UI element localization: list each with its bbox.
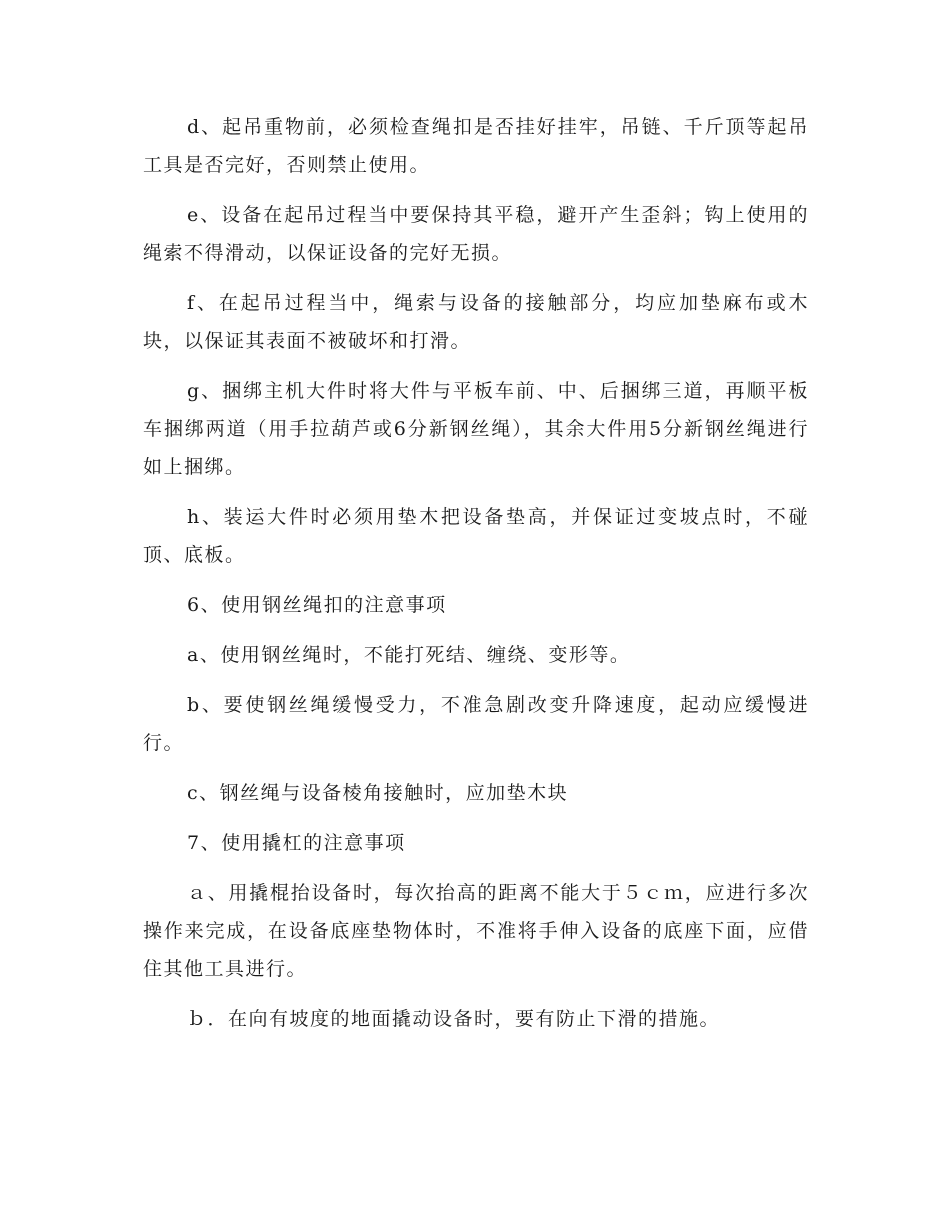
paragraph-f-padding: f、在起吊过程当中，绳索与设备的接触部分，均应加垫麻布或木块，以保证其表面不被破坏和打滑。	[143, 292, 809, 352]
paragraph-d-lifting-check: d、起吊重物前，必须检查绳扣是否挂好挂牢，吊链、千斤顶等起吊工具是否完好，否则禁止使用。	[143, 116, 809, 176]
paragraph-h-transport: h、装运大件时必须用垫木把设备垫高，并保证过变坡点时，不碰顶、底板。	[143, 506, 809, 566]
section-heading-wire-rope: 6、使用钢丝绳扣的注意事项	[187, 594, 447, 616]
section-heading-crowbar: 7、使用撬杠的注意事项	[187, 832, 406, 854]
document-body	[143, 108, 809, 1050]
paragraph-e-lifting-stability: e、设备在起吊过程当中要保持其平稳，避开产生歪斜；钩上使用的绳索不得滑动，以保证设备的完好无损。	[143, 204, 809, 264]
paragraph-b-wire-rope: b、要使钢丝绳缓慢受力，不准急剧改变升降速度，起动应缓慢进行。	[143, 694, 809, 754]
paragraph-a-wire-rope: a、使用钢丝绳时，不能打死结、缠绕、变形等。	[187, 644, 631, 666]
paragraph-a-crowbar: ａ、用撬棍抬设备时，每次抬高的距离不能大于５ｃｍ，应进行多次操作来完成，在设备底座垫物体时，不准将手伸入设备的底座下面，应借住其他工具进行。	[143, 882, 809, 980]
paragraph-c-wire-rope: c、钢丝绳与设备棱角接触时，应加垫木块	[187, 782, 569, 804]
paragraph-g-binding: g、捆绑主机大件时将大件与平板车前、中、后捆绑三道，再顺平板车捆绑两道（用手拉葫芦或6分新钢丝绳），其余大件用5分新钢丝绳进行如上捆绑。	[143, 380, 809, 478]
paragraph-b-crowbar: ｂ．在向有坡度的地面撬动设备时，要有防止下滑的措施。	[187, 1008, 721, 1030]
